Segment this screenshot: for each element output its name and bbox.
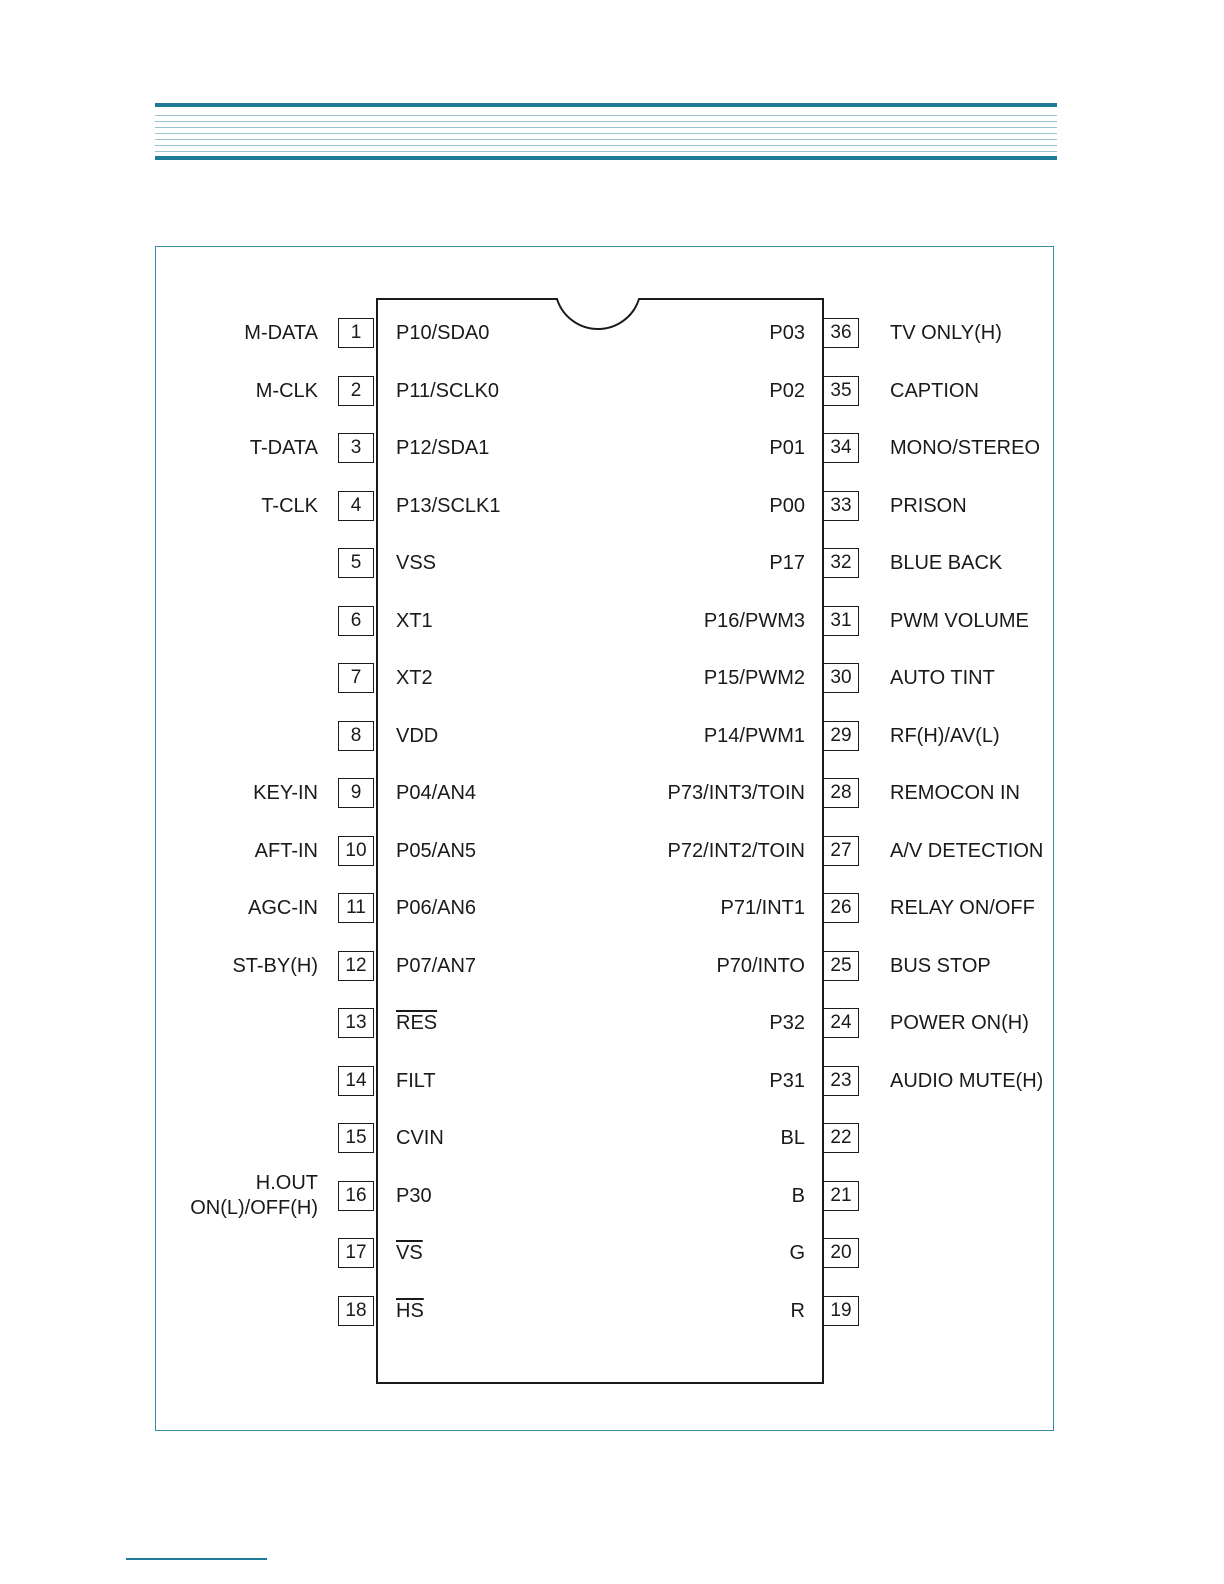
pin-name: P04/AN4 — [396, 782, 477, 804]
pin-name: XT2 — [396, 667, 433, 689]
pin-number-box: 6 — [338, 606, 374, 636]
pin-name: P14/PWM1 — [703, 724, 805, 747]
pin-number-box: 26 — [823, 893, 859, 923]
pin-name: XT1 — [396, 609, 433, 632]
pin-signal-label: BUS STOP — [890, 954, 991, 977]
pin-name: P31 — [769, 1069, 805, 1092]
pin-number-box: 10 — [338, 836, 374, 866]
pin-signal-label: H.OUT — [255, 1171, 318, 1194]
pin-signal-label: CAPTION — [890, 379, 979, 402]
pin-number-box: 5 — [338, 548, 374, 578]
pin-name: FILT — [396, 1069, 436, 1092]
pin-number-box: 31 — [823, 606, 859, 636]
pin-number-box: 2 — [338, 376, 374, 406]
pin-number-box: 12 — [338, 951, 374, 981]
pin-signal-label: REMOCON IN — [890, 782, 1020, 804]
pin-number-box: 36 — [823, 318, 859, 348]
pin-name: P15/PWM2 — [703, 667, 805, 689]
pin-name: BL — [780, 1127, 805, 1149]
pin-number-box: 24 — [823, 1008, 859, 1038]
pin-number-box: 28 — [823, 778, 859, 808]
pin-signal-label: ST-BY(H) — [232, 954, 318, 977]
pin-name: P07/AN7 — [396, 954, 477, 977]
header-stripe — [155, 151, 1057, 152]
pin-signal-label: PRISON — [890, 494, 967, 517]
pin-number-box: 1 — [338, 318, 374, 348]
pin-signal-label: RF(H)/AV(L) — [890, 724, 1000, 747]
pin-signal-label: AGC-IN — [248, 897, 318, 919]
pin-name: P11/SCLK0 — [396, 379, 500, 402]
header-rule-top — [155, 103, 1057, 107]
pin-signal-label: BLUE BACK — [890, 552, 1003, 574]
pin-number-box: 8 — [338, 721, 374, 751]
pin-name: P02 — [769, 379, 805, 402]
pin-name: P30 — [396, 1184, 432, 1207]
pin-number-box: 22 — [823, 1123, 859, 1153]
pin-name: $\overline{HS}$ — [396, 1299, 424, 1322]
pin-name: P12/SDA1 — [396, 437, 490, 459]
pin-number-box: 7 — [338, 663, 374, 693]
pin-number-box: 13 — [338, 1008, 374, 1038]
header-stripe — [155, 115, 1057, 116]
pin-number-box: 35 — [823, 376, 859, 406]
pin-name: P10/SDA0 — [396, 322, 490, 344]
header-stripe — [155, 145, 1057, 146]
pin-signal-label: POWER ON(H) — [890, 1012, 1029, 1034]
pin-number-box: 34 — [823, 433, 859, 463]
pin-signal-label: KEY-IN — [253, 782, 318, 804]
pin-number-box: 29 — [823, 721, 859, 751]
pin-number-box: 30 — [823, 663, 859, 693]
pin-name: P32 — [769, 1012, 805, 1034]
pin-signal-label: M-CLK — [255, 379, 318, 402]
pin-number-box: 15 — [338, 1123, 374, 1153]
pin-name: P17 — [769, 552, 805, 574]
pin-name: P70/INTO — [716, 954, 805, 977]
pin-signal-label: AUTO TINT — [890, 667, 995, 689]
pin-name: P16/PWM3 — [703, 609, 805, 632]
pin-number-box: 25 — [823, 951, 859, 981]
pin-number-box: 11 — [338, 893, 374, 923]
pin-signal-label: PWM VOLUME — [890, 609, 1029, 632]
pin-name: P00 — [769, 494, 805, 517]
pin-number-box: 33 — [823, 491, 859, 521]
header-stripe — [155, 139, 1057, 140]
header-stripe — [155, 133, 1057, 134]
pin-signal-label: T-DATA — [249, 437, 318, 459]
pin-name: P71/INT1 — [720, 897, 805, 919]
header-stripe — [155, 121, 1057, 122]
pin-name: G — [789, 1242, 805, 1264]
pin-number-box: 32 — [823, 548, 859, 578]
pin-number-box: 18 — [338, 1296, 374, 1326]
pin-number-box: 14 — [338, 1066, 374, 1096]
pin-name: $\overline{RES}$ — [396, 1012, 438, 1034]
pin-name: $\overline{VS}$ — [396, 1242, 423, 1264]
pin-number-box: 3 — [338, 433, 374, 463]
pin-signal-label: MONO/STEREO — [890, 437, 1041, 459]
pin-signal-label: RELAY ON/OFF — [890, 897, 1035, 919]
pin-name: P72/INT2/TOIN — [667, 839, 805, 862]
pin-number-box: 20 — [823, 1238, 859, 1268]
pin-number-box: 4 — [338, 491, 374, 521]
pin-number-box: 16 — [338, 1181, 374, 1211]
pin-name: P05/AN5 — [396, 839, 477, 862]
pin-name: P06/AN6 — [396, 897, 477, 919]
pin-name: B — [791, 1184, 805, 1207]
pin-name: R — [790, 1299, 805, 1322]
pin-name: P13/SCLK1 — [396, 494, 501, 517]
pin-signal-label: T-CLK — [261, 494, 318, 517]
pin-number-box: 9 — [338, 778, 374, 808]
pin-name: VSS — [396, 552, 437, 574]
footer-rule — [126, 1558, 267, 1560]
pin-name: VDD — [396, 724, 439, 747]
header-rule-bottom — [155, 156, 1057, 160]
pin-signal-label: TV ONLY(H) — [890, 322, 1002, 344]
pin-name: P03 — [769, 322, 805, 344]
pin-name: P01 — [769, 437, 805, 459]
pin-signal-label: AFT-IN — [254, 839, 318, 862]
pin-signal-label: AUDIO MUTE(H) — [890, 1069, 1044, 1092]
pin-number-box: 17 — [338, 1238, 374, 1268]
pin-signal-label: ON(L)/OFF(H) — [190, 1196, 318, 1219]
header-stripe — [155, 127, 1057, 128]
pin-name: P73/INT3/TOIN — [667, 782, 805, 804]
pin-number-box: 21 — [823, 1181, 859, 1211]
pin-signal-label: M-DATA — [244, 322, 318, 344]
pin-number-box: 19 — [823, 1296, 859, 1326]
header-band — [155, 103, 1057, 161]
pin-signal-label: A/V DETECTION — [890, 839, 1044, 862]
pin-name: CVIN — [396, 1127, 444, 1149]
pin-number-box: 27 — [823, 836, 859, 866]
pin-number-box: 23 — [823, 1066, 859, 1096]
